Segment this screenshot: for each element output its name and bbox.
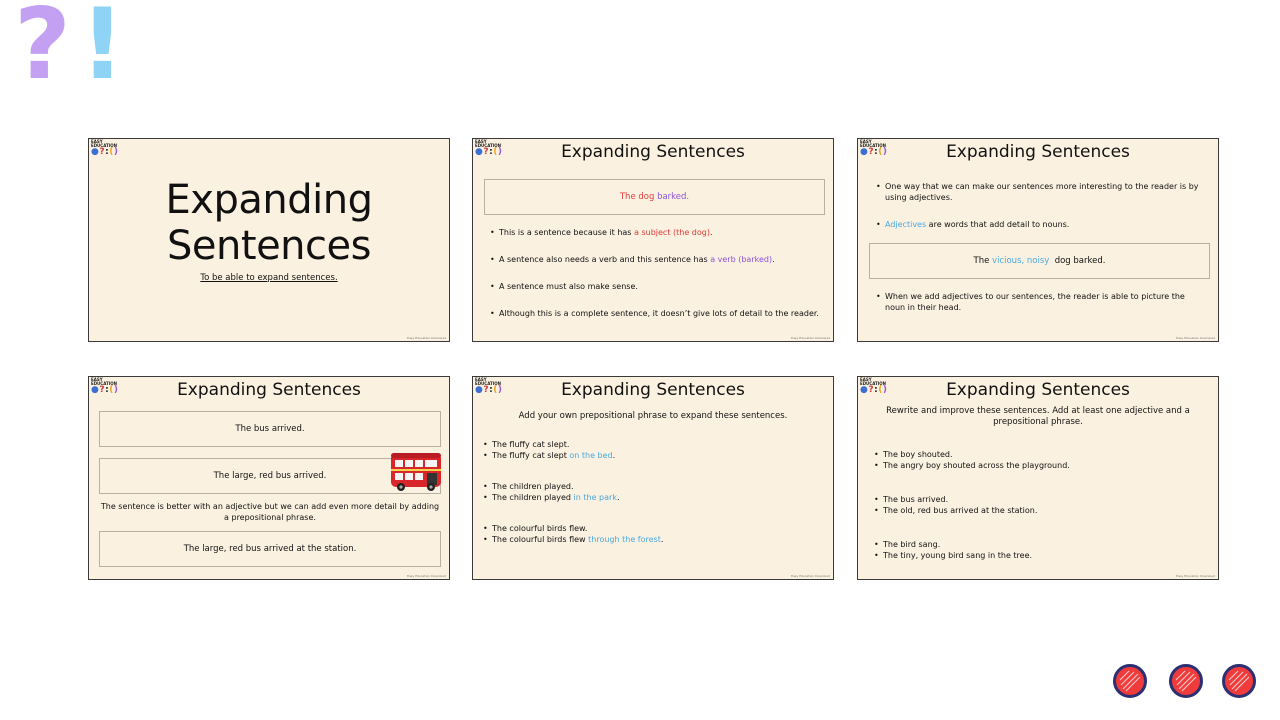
question-mark-icon: ? [14,0,71,102]
list-item: • Adjectives are words that add detail to nouns. [876,219,1206,230]
sentence-box-1: The bus arrived. [99,411,441,447]
learning-objective: To be able to expand sentences. [200,273,338,283]
slide-footer: Easy Education Download [407,336,446,340]
list-item: • The fluffy cat slept on the bed. [483,450,823,461]
instruction-text: Add your own prepositional phrase to expand these sentences. [518,411,788,421]
slide-thumbnail-5[interactable] [472,376,834,580]
logo: EASY EDUCATION ●?:() [475,139,503,157]
slide-footer: Easy Education Download [1176,336,1215,340]
list-item: • Although this is a complete sentence, it doesn’t give lots of detail to the reader. [490,308,830,319]
bullet-list [874,449,1204,561]
slide-title: Expanding Sentences [946,142,1130,162]
list-item: • The colourful birds flew through the forest. [483,534,823,545]
bullet-list-2 [876,291,1206,313]
header-decoration [14,0,134,114]
list-item: • This is a sentence because it has a subject (the dog). [490,227,830,238]
slide-footer: Easy Education Download [791,574,830,578]
slide-thumbnail-6[interactable] [857,376,1219,580]
bullet-list [876,181,1206,230]
instruction-text: Rewrite and improve these sentences. Add at least one adjective and a prepositional phrase. [886,406,1190,427]
slide-footer: Easy Education Download [1176,574,1215,578]
scribble-dot-icon[interactable] [1113,664,1147,698]
list-item: • The tiny, young bird sang in the tree. [874,550,1204,561]
bullet-list [483,439,823,545]
list-item: • The boy shouted. [874,449,1204,460]
slide-thumbnail-3[interactable] [857,138,1219,342]
list-item: • One way that we can make our sentences more interesting to the reader is by using adjectives. [876,181,1206,203]
slide-title: Expanding Sentences [561,380,745,400]
slide-title: Expanding Sentences [177,380,361,400]
slide-title: Expanding Sentences [165,177,373,269]
logo: EASY EDUCATION ●?:() [860,139,888,157]
slide-footer: Easy Education Download [407,574,446,578]
slide-footer: Easy Education Download [791,336,830,340]
logo: EASY EDUCATION ●?:() [91,377,119,395]
list-item: • The children played. [483,481,823,492]
logo: EASY EDUCATION ●?:() [860,377,888,395]
list-item: • When we add adjectives to our sentences, the reader is able to picture the noun in their head. [876,291,1206,313]
logo: EASY EDUCATION ●?:() [91,139,119,157]
list-item: • The children played in the park. [483,492,823,503]
list-item: • The fluffy cat slept. [483,439,823,450]
list-item: • The bus arrived. [874,494,1204,505]
list-item: • The angry boy shouted across the playground. [874,460,1204,471]
list-item: • The colourful birds flew. [483,523,823,534]
example-sentence-box: The vicious, noisy dog barked. [869,243,1210,279]
slide-thumbnail-4[interactable] [88,376,450,580]
slide-thumbnail-1[interactable] [88,138,450,342]
list-item: • A sentence must also make sense. [490,281,830,292]
slide-title: Expanding Sentences [561,142,745,162]
explanation-text: The sentence is better with an adjective but we can add even more detail by adding a prepositional phrase. [100,502,440,522]
logo: EASY EDUCATION ●?:() [475,377,503,395]
sentence-box-3: The large, red bus arrived at the station. [99,531,441,567]
slide-thumbnail-2[interactable] [472,138,834,342]
list-item: • The old, red bus arrived at the station. [874,505,1204,516]
list-item: • A sentence also needs a verb and this sentence has a verb (barked). [490,254,830,265]
bus-icon [389,449,443,493]
list-item: • The bird sang. [874,539,1204,550]
sentence-box-2: The large, red bus arrived. [99,458,441,494]
exclamation-mark-icon: ! [80,0,125,102]
bullet-list [490,227,830,319]
example-sentence-box: The dog barked. [484,179,825,215]
slide-title: Expanding Sentences [946,380,1130,400]
scribble-dot-icon[interactable] [1222,664,1256,698]
scribble-dot-icon[interactable] [1169,664,1203,698]
